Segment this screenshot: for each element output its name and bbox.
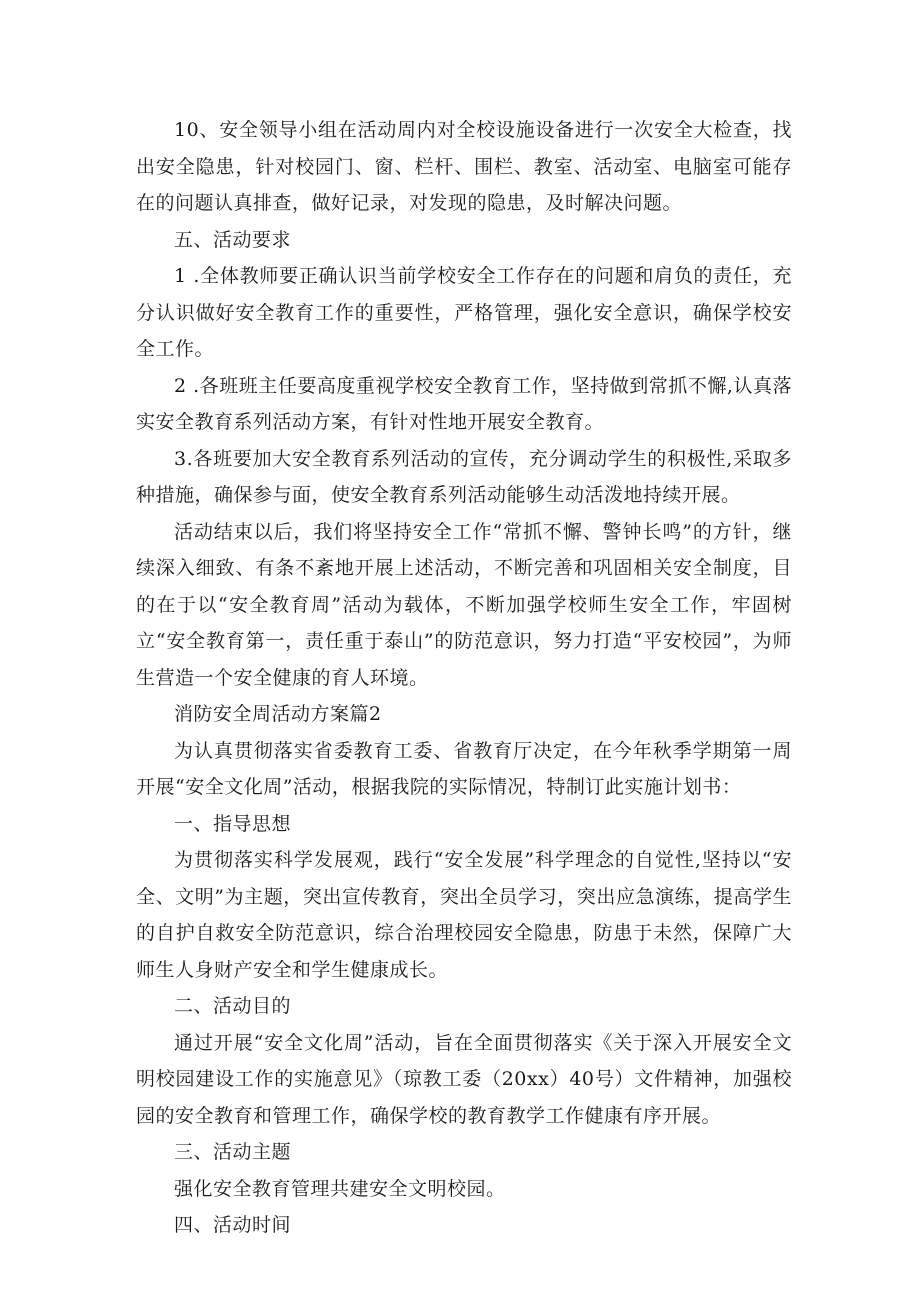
heading-plan-2: 消防安全周活动方案篇2 xyxy=(174,703,382,725)
paragraph-activity-theme: 强化安全教育管理共建安全文明校园。 xyxy=(174,1177,506,1200)
document-body xyxy=(136,112,792,1244)
paragraph-guiding-ideology: 为贯彻落实科学发展观，践行“安全发展”科学理念的自觉性,坚持以“安全、文明”为主题，突出宣传教育，突出全员学习，突出应急演练，提高学生的自护自救安全防范意识，综合治理校园安全隐患，防患于未然，保障广大师生人身财产安全和学生健康成长。 xyxy=(136,849,792,981)
paragraph-requirement-2: 2 .各班班主任要高度重视学校安全教育工作，坚持做到常抓不懈,认真落实安全教育系列活动方案，有针对性地开展安全教育。 xyxy=(136,374,792,433)
heading-activity-requirements: 五、活动要求 xyxy=(174,228,292,251)
heading-activity-purpose: 二、活动目的 xyxy=(174,995,292,1017)
paragraph-activity-purpose: 通过开展“安全文化周”活动，旨在全面贯彻落实《关于深入开展安全文明校园建设工作的实施意见》（琼教工委（20xx）40号）文件精神，加强校园的安全教育和管理工作，确保学校的教育教学工作健康有序开展。 xyxy=(136,1031,792,1127)
paragraph-requirement-1: 1 .全体教师要正确认识当前学校安全工作存在的问题和肩负的责任，充分认识做好安全教育工作的重要性，严格管理，强化安全意识，确保学校安全工作。 xyxy=(136,265,792,360)
paragraph-safety-inspection: 10、安全领导小组在活动周内对全校设施设备进行一次安全大检查，找出安全隐患，针对校园门、窗、栏杆、围栏、教室、活动室、电脑室可能存在的问题认真排查，做好记录，对发现的隐患，及时解决问题。 xyxy=(136,119,792,214)
paragraph-plan-2-intro: 为认真贯彻落实省委教育工委、省教育厅决定，在今年秋季学期第一周开展“安全文化周”活动，根据我院的实际情况，特制订此实施计划书： xyxy=(136,739,792,798)
heading-activity-theme: 三、活动主题 xyxy=(174,1141,292,1163)
heading-guiding-ideology: 一、指导思想 xyxy=(174,812,292,835)
paragraph-conclusion: 活动结束以后，我们将坚持安全工作“常抓不懈、警钟长鸣”的方针，继续深入细致、有条不紊地开展上述活动，不断完善和巩固相关安全制度，目的在于以“安全教育周”活动为载体，不断加强学校师生安全工作，牢固树立“安全教育第一，责任重于泰山”的防范意识，努力打造“平安校园”，为师生营造一个安全健康的育人环境。 xyxy=(136,520,792,689)
heading-activity-time: 四、活动时间 xyxy=(174,1214,292,1236)
paragraph-requirement-3: 3.各班要加大安全教育系列活动的宣传，充分调动学生的积极性,采取多种措施，确保参与面，使安全教育系列活动能够生动活泼地持续开展。 xyxy=(136,447,792,506)
